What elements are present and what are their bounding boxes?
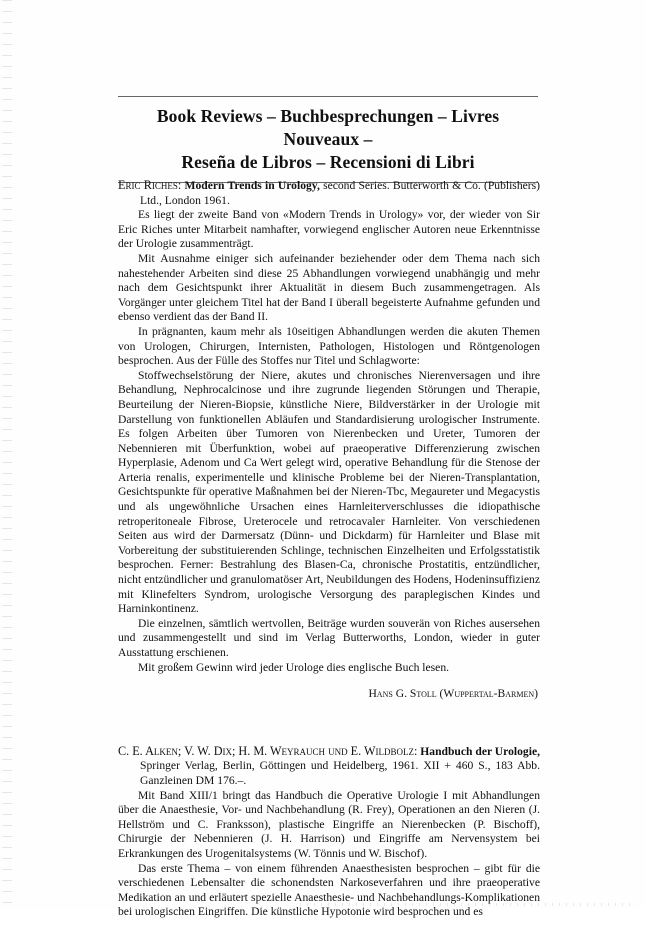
page-title <box>118 99 538 181</box>
page-title-line-2: Reseña de Libros – Recensioni di Libri <box>181 152 475 172</box>
review-entry <box>118 178 540 702</box>
review-imprint: Springer Verlag, Berlin, Göttingen und Heidelberg, 1961. XII + 460 S., 183 Abb. Ganzleinen DM 176.–. <box>140 759 540 787</box>
review-entry <box>118 744 540 920</box>
review-title: Modern Trends in Urology, <box>184 179 320 192</box>
review-separator-space <box>118 722 540 744</box>
page-title-line-1: Book Reviews – Buchbesprechungen – Livres Nouveaux – <box>156 106 500 149</box>
section-heading <box>118 96 538 183</box>
scan-artifact-left-margin <box>2 0 12 909</box>
review-paragraph: In prägnanten, kaum mehr als 10seitigen Abhandlungen werden die akuten Themen von Urologen, Chirurgen, Internisten, Pathologen, Histologen und Röntgenologen besprochen. Aus der Fülle des Stoffes nur Titel und Schlagworte: <box>118 324 540 368</box>
review-title: Handbuch der Urologie, <box>420 744 540 758</box>
review-list <box>118 178 540 940</box>
review-paragraph: Das erste Thema – von einem führenden Anaesthesisten besprochen – gibt für die verschiedenen Lebensalter die schonendsten Narkoseverfahren und ihre praeoperative Medikation an und erläutert spezielle Anaesthesie- und Nachbehandlungs-Komplikationen bei urologischen Eingriffen. Die künstliche Hypotonie wird besprochen und es <box>118 861 540 919</box>
review-authors: C. E. Alken; V. W. Dix; H. M. Weyrauch und E. Wildbolz: <box>118 743 418 758</box>
review-paragraph: Mit großem Gewinn wird jeder Urologe dies englische Buch lesen. <box>138 660 450 674</box>
review-imprint: second Series. Butterworth & Co. (Publishers) Ltd., London 1961. <box>140 179 540 207</box>
review-paragraph: Stoffwechselstörung der Niere, akutes und chronisches Nierenversagen und ihre Behandlung, Nephrocalcinose und ihre zugrunde liegenden Störungen und Therapie, Beurteilung der Nieren-Biopsie, künstliche Niere, Bildverstärker in der Urologie mit Darstellung von funktionellen Abläufen und Standardisierung urologischer Instrumente. Es folgen Arbeiten über Tumoren von Nierenbecken und Ureter, Tumoren der Nebennieren mit Überfunktion, wobei auf praeoperative Differenzierung zwischen Hyperplasie, Adenom und Ca Wert gelegt wird, operative Behandlung für die Stenose der Arteria renalis, experimentelle und klinische Probleme bei der Nieren-Transplantation, Gesichtspunkte für operative Maßnahmen bei der Nieren-Tbc, Megaureter und Megacystis und als ungewöhnliche Ursachen eines Harnleiterverschlusses die idiopathische retroperitoneale Fibrose, Ureterocele und retrocavaler Harnleiter. Von verschiedenen Seiten aus wird der Darmersatz (Dünn- und Dickdarm) für Harnleiter und Blase mit Vorbereitung der substituierenden Schlinge, technischen Einzelheiten und Erfolgsstatistik besprochen. Ferner: Bestrahlung des Blasen-Ca, chronische Prostatitis, entzündlicher, nicht entzündlicher und granulomatöser Art, Neubildungen des Hodens, Hodeninsuffizienz mit Klinefelters Syndrom, urologische Versorgung des paraplegischen Kindes und Harninkontinenz. <box>118 368 540 616</box>
review-paragraph: Mit Ausnahme einiger sich aufeinander beziehender oder dem Thema nach sich nahestehender Arbeiten sind diese 25 Abhandlungen vorwiegend unabhängig und mehr nach dem Gesichtspunkt ihrer Aktualität in diesem Buch zusammengetragen. Als Vorgänger unter gleichem Titel hat der Band I überall begeisterte Aufnahme gefunden und ebenso verdient das der Band II. <box>118 251 540 324</box>
review-reference <box>118 178 540 208</box>
review-paragraph: Mit Band XIII/1 bringt das Handbuch die Operative Urologie I mit Abhandlungen über die Anaesthesie, Vor- und Nachbehandlung (R. Frey), Operationen an den Nieren (J. Hellström und C. Franksson), plastische Eingriffe an Nierenbecken (P. Bischoff), Chirurgie der Nebennieren (J. H. Harrison) und Eingriffe am Nervensystem bei Erkrankungen des Urogenitalsystems (W. Tönnis und W. Bischof). <box>118 788 540 860</box>
heading-rule-top <box>118 96 538 97</box>
review-reference <box>118 744 540 789</box>
reviewer-signature: Hans G. Stoll (Wuppertal-Barmen) <box>368 687 538 701</box>
review-authors: Eric Riches: <box>118 178 182 192</box>
review-paragraph: Es liegt der zweite Band von «Modern Trends in Urology» vor, der wieder von Sir Eric Riches unter Mitarbeit namhafter, vorwiegend englischer Autoren neue Erkenntnisse der Urologie zusammenträgt. <box>118 208 540 251</box>
review-paragraph: Die einzelnen, sämtlich wertvollen, Beiträge wurden souverän von Riches ausersehen und zusammengestellt und sind im Verlag Butterworths, London, wieder in guter Ausstattung erschienen. <box>118 616 540 659</box>
